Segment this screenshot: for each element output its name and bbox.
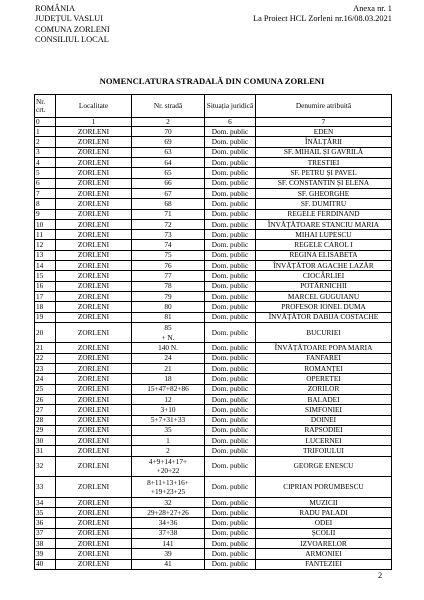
assigned-name: REGELE CAROL I xyxy=(256,240,392,250)
row-number: 3 xyxy=(35,147,56,157)
locality: ZORLENI xyxy=(56,384,132,394)
row-number: 32 xyxy=(35,456,56,477)
street-number: 64 xyxy=(132,158,205,168)
table-row xyxy=(35,230,392,240)
issuer-block xyxy=(35,4,110,46)
column-index: 0 xyxy=(35,118,56,127)
street-number: 78 xyxy=(132,281,205,291)
row-number: 40 xyxy=(35,559,56,569)
table-row xyxy=(35,343,392,353)
assigned-name: BALADEI xyxy=(256,394,392,404)
legal-status: Dom. public xyxy=(205,343,256,353)
legal-status: Dom. public xyxy=(205,219,256,229)
assigned-name: REGINA ELISABETA xyxy=(256,250,392,260)
table-row xyxy=(35,405,392,415)
table-row xyxy=(35,559,392,569)
table-row xyxy=(35,539,392,549)
legal-status: Dom. public xyxy=(205,312,256,322)
row-number: 1 xyxy=(35,127,56,137)
column-header: Denumire atribuită xyxy=(256,95,392,118)
column-header: Situația juridică xyxy=(205,95,256,118)
legal-status: Dom. public xyxy=(205,199,256,209)
table-row xyxy=(35,312,392,322)
street-number: 21 xyxy=(132,364,205,374)
table-row xyxy=(35,250,392,260)
street-number: 15+47+82+86 xyxy=(132,384,205,394)
table-row xyxy=(35,281,392,291)
row-number: 30 xyxy=(35,436,56,446)
legal-status: Dom. public xyxy=(205,394,256,404)
issuer-line: ROMÂNIA xyxy=(35,4,76,13)
locality: ZORLENI xyxy=(56,168,132,178)
row-number: 26 xyxy=(35,394,56,404)
table-row xyxy=(35,394,392,404)
assigned-name: TRIFOIULUI xyxy=(256,446,392,456)
legal-status: Dom. public xyxy=(205,168,256,178)
street-number: 81 xyxy=(132,312,205,322)
assigned-name: ZORILOR xyxy=(256,384,392,394)
locality: ZORLENI xyxy=(56,539,132,549)
table-row xyxy=(35,209,392,219)
assigned-name: IZVOARELOR xyxy=(256,539,392,549)
street-number: 65 xyxy=(132,168,205,178)
legal-status: Dom. public xyxy=(205,271,256,281)
column-index-row xyxy=(35,118,392,127)
street-number: 1 xyxy=(132,436,205,446)
assigned-name: OPERETEI xyxy=(256,374,392,384)
project-reference: La Proiect HCL Zorleni nr.16/08.03.2021 xyxy=(252,14,392,24)
street-number: 8+11+13+16+ +19+23+25 xyxy=(132,477,205,498)
street-number: 63 xyxy=(132,147,205,157)
assigned-name: SF. PETRU ȘI PAVEL xyxy=(256,168,392,178)
locality: ZORLENI xyxy=(56,281,132,291)
column-index: 7 xyxy=(256,118,392,127)
assigned-name: ROMANȚEI xyxy=(256,364,392,374)
table-row xyxy=(35,271,392,281)
column-header: Localitate xyxy=(56,95,132,118)
document-title: NOMENCLATURA STRADALĂ DIN COMUNA ZORLENI xyxy=(99,76,325,86)
street-number: 35 xyxy=(132,425,205,435)
legal-status: Dom. public xyxy=(205,539,256,549)
locality: ZORLENI xyxy=(56,343,132,353)
assigned-name: PROFESOR IONEL DUMA xyxy=(256,302,392,312)
legal-status: Dom. public xyxy=(205,240,256,250)
street-number: 72 xyxy=(132,219,205,229)
street-number: 76 xyxy=(132,261,205,271)
street-number: 34+36 xyxy=(132,518,205,528)
assigned-name: ÎNVĂȚĂTOARE STANCIU MARIA xyxy=(256,219,392,229)
table-row xyxy=(35,240,392,250)
table-row xyxy=(35,446,392,456)
table-row xyxy=(35,353,392,363)
legal-status: Dom. public xyxy=(205,497,256,507)
assigned-name: LUCERNEI xyxy=(256,436,392,446)
row-number: 22 xyxy=(35,353,56,363)
street-number: 39 xyxy=(132,549,205,559)
assigned-name: CIPRIAN PORUMBESCU xyxy=(256,477,392,498)
legal-status: Dom. public xyxy=(205,281,256,291)
legal-status: Dom. public xyxy=(205,528,256,538)
locality: ZORLENI xyxy=(56,209,132,219)
table-row xyxy=(35,158,392,168)
legal-status: Dom. public xyxy=(205,425,256,435)
table-row xyxy=(35,528,392,538)
legal-status: Dom. public xyxy=(205,405,256,415)
table-row xyxy=(35,168,392,178)
street-number: 77 xyxy=(132,271,205,281)
row-number: 8 xyxy=(35,199,56,209)
street-number: 75 xyxy=(132,250,205,260)
locality: ZORLENI xyxy=(56,446,132,456)
assigned-name: BUCURIEI xyxy=(256,322,392,343)
street-number: 4+9+14+17+ +20+22 xyxy=(132,456,205,477)
assigned-name: SF. DUMITRU xyxy=(256,199,392,209)
street-number: 74 xyxy=(132,240,205,250)
assigned-name: MIHAI LUPESCU xyxy=(256,230,392,240)
assigned-name: ÎNVĂȚĂTOARE POPA MARIA xyxy=(256,343,392,353)
legal-status: Dom. public xyxy=(205,250,256,260)
street-number: 70 xyxy=(132,127,205,137)
assigned-name: CIOCÂRLIEI xyxy=(256,271,392,281)
locality: ZORLENI xyxy=(56,394,132,404)
column-index: 6 xyxy=(205,118,256,127)
legal-status: Dom. public xyxy=(205,436,256,446)
issuer-line: COMUNA ZORLENI xyxy=(35,24,110,34)
locality: ZORLENI xyxy=(56,250,132,260)
row-number: 6 xyxy=(35,178,56,188)
table-row xyxy=(35,219,392,229)
street-number: 29+28+27+26 xyxy=(132,508,205,518)
row-number: 15 xyxy=(35,271,56,281)
assigned-name: POTÂRNICHII xyxy=(256,281,392,291)
assigned-name: SF. CONSTANTIN ȘI ELENA xyxy=(256,178,392,188)
assigned-name: TRESTIEI xyxy=(256,158,392,168)
locality: ZORLENI xyxy=(56,559,132,569)
street-number: 80 xyxy=(132,302,205,312)
legal-status: Dom. public xyxy=(205,178,256,188)
row-number: 5 xyxy=(35,168,56,178)
row-number: 38 xyxy=(35,539,56,549)
locality: ZORLENI xyxy=(56,261,132,271)
street-number: 73 xyxy=(132,230,205,240)
row-number: 23 xyxy=(35,364,56,374)
row-number: 28 xyxy=(35,415,56,425)
locality: ZORLENI xyxy=(56,353,132,363)
issuer-line: CONSILIUL LOCAL xyxy=(35,35,109,45)
table-row xyxy=(35,322,392,343)
table-body xyxy=(35,127,392,570)
locality: ZORLENI xyxy=(56,374,132,384)
legal-status: Dom. public xyxy=(205,364,256,374)
column-index: 1 xyxy=(56,118,132,127)
locality: ZORLENI xyxy=(56,528,132,538)
row-number: 17 xyxy=(35,291,56,301)
legal-status: Dom. public xyxy=(205,302,256,312)
column-header: Nr. stradă xyxy=(132,95,205,118)
locality: ZORLENI xyxy=(56,240,132,250)
legal-status: Dom. public xyxy=(205,353,256,363)
row-number: 7 xyxy=(35,188,56,198)
row-number: 2 xyxy=(35,137,56,147)
legal-status: Dom. public xyxy=(205,508,256,518)
assigned-name: REGELE FERDINAND xyxy=(256,209,392,219)
legal-status: Dom. public xyxy=(205,477,256,498)
row-number: 10 xyxy=(35,219,56,229)
table-row xyxy=(35,477,392,498)
row-number: 13 xyxy=(35,250,56,260)
locality: ZORLENI xyxy=(56,291,132,301)
locality: ZORLENI xyxy=(56,518,132,528)
legal-status: Dom. public xyxy=(205,415,256,425)
table-row xyxy=(35,188,392,198)
locality: ZORLENI xyxy=(56,188,132,198)
row-number: 20 xyxy=(35,322,56,343)
row-number: 31 xyxy=(35,446,56,456)
table-row xyxy=(35,374,392,384)
row-number: 39 xyxy=(35,549,56,559)
street-number: 66 xyxy=(132,178,205,188)
table-row xyxy=(35,549,392,559)
street-nomenclature-table xyxy=(34,94,392,570)
street-number: 68 xyxy=(132,199,205,209)
assigned-name: ÎNVĂȚĂTOR AGACHE LAZĂR xyxy=(256,261,392,271)
street-number: 3+10 xyxy=(132,405,205,415)
table-row xyxy=(35,291,392,301)
locality: ZORLENI xyxy=(56,158,132,168)
legal-status: Dom. public xyxy=(205,147,256,157)
street-number: 18 xyxy=(132,374,205,384)
legal-status: Dom. public xyxy=(205,446,256,456)
legal-status: Dom. public xyxy=(205,137,256,147)
assigned-name: DOINEI xyxy=(256,415,392,425)
locality: ZORLENI xyxy=(56,436,132,446)
row-number: 18 xyxy=(35,302,56,312)
legal-status: Dom. public xyxy=(205,291,256,301)
locality: ZORLENI xyxy=(56,405,132,415)
annex-reference xyxy=(224,4,392,25)
legal-status: Dom. public xyxy=(205,518,256,528)
street-number: 12 xyxy=(132,394,205,404)
assigned-name: SIMFONIEI xyxy=(256,405,392,415)
legal-status: Dom. public xyxy=(205,158,256,168)
table-row xyxy=(35,497,392,507)
locality: ZORLENI xyxy=(56,364,132,374)
issuer-line: JUDEȚUL VASLUI xyxy=(35,14,104,24)
row-number: 9 xyxy=(35,209,56,219)
legal-status: Dom. public xyxy=(205,209,256,219)
row-number: 16 xyxy=(35,281,56,291)
table-row xyxy=(35,364,392,374)
assigned-name: GEORGE ENESCU xyxy=(256,456,392,477)
row-number: 4 xyxy=(35,158,56,168)
street-number: 5+7+31+33 xyxy=(132,415,205,425)
locality: ZORLENI xyxy=(56,127,132,137)
legal-status: Dom. public xyxy=(205,322,256,343)
table-header-row xyxy=(35,95,392,118)
assigned-name: RAPSODIEI xyxy=(256,425,392,435)
locality: ZORLENI xyxy=(56,312,132,322)
locality: ZORLENI xyxy=(56,415,132,425)
row-number: 29 xyxy=(35,425,56,435)
table-row xyxy=(35,415,392,425)
locality: ZORLENI xyxy=(56,147,132,157)
row-number: 24 xyxy=(35,374,56,384)
legal-status: Dom. public xyxy=(205,188,256,198)
assigned-name: ODEI xyxy=(256,518,392,528)
row-number: 25 xyxy=(35,384,56,394)
legal-status: Dom. public xyxy=(205,261,256,271)
legal-status: Dom. public xyxy=(205,559,256,569)
street-number: 67 xyxy=(132,188,205,198)
locality: ZORLENI xyxy=(56,508,132,518)
row-number: 33 xyxy=(35,477,56,498)
table-row xyxy=(35,178,392,188)
row-number: 36 xyxy=(35,518,56,528)
table-row xyxy=(35,137,392,147)
legal-status: Dom. public xyxy=(205,230,256,240)
row-number: 14 xyxy=(35,261,56,271)
locality: ZORLENI xyxy=(56,425,132,435)
street-number: 79 xyxy=(132,291,205,301)
locality: ZORLENI xyxy=(56,549,132,559)
table-row xyxy=(35,436,392,446)
street-number: 71 xyxy=(132,209,205,219)
row-number: 34 xyxy=(35,497,56,507)
locality: ZORLENI xyxy=(56,322,132,343)
locality: ZORLENI xyxy=(56,199,132,209)
legal-status: Dom. public xyxy=(205,456,256,477)
table-row xyxy=(35,127,392,137)
assigned-name: SF. MIHAIL ȘI GAVRILĂ xyxy=(256,147,392,157)
street-number: 141 xyxy=(132,539,205,549)
table-row xyxy=(35,508,392,518)
locality: ZORLENI xyxy=(56,178,132,188)
legal-status: Dom. public xyxy=(205,384,256,394)
assigned-name: RADU PALADI xyxy=(256,508,392,518)
street-number: 41 xyxy=(132,559,205,569)
table-row xyxy=(35,456,392,477)
row-number: 35 xyxy=(35,508,56,518)
street-number: 2 xyxy=(132,446,205,456)
assigned-name: ARMONIEI xyxy=(256,549,392,559)
assigned-name: FANTEZIEI xyxy=(256,559,392,569)
annex-number: Anexa nr. 1 xyxy=(353,4,392,13)
row-number: 11 xyxy=(35,230,56,240)
locality: ZORLENI xyxy=(56,456,132,477)
legal-status: Dom. public xyxy=(205,549,256,559)
assigned-name: ÎNVĂȚĂTOR DABIJA COSTACHE xyxy=(256,312,392,322)
locality: ZORLENI xyxy=(56,497,132,507)
row-number: 27 xyxy=(35,405,56,415)
assigned-name: ȘCOLII xyxy=(256,528,392,538)
assigned-name: MUZICII xyxy=(256,497,392,507)
assigned-name: ÎNĂLȚĂRII xyxy=(256,137,392,147)
column-header: Nr. crt. xyxy=(35,95,56,118)
table-row xyxy=(35,384,392,394)
assigned-name: EDEN xyxy=(256,127,392,137)
row-number: 21 xyxy=(35,343,56,353)
page-number: 2 xyxy=(378,571,383,580)
table-row xyxy=(35,425,392,435)
legal-status: Dom. public xyxy=(205,374,256,384)
column-index: 2 xyxy=(132,118,205,127)
row-number: 37 xyxy=(35,528,56,538)
assigned-name: MARCEL GUGUIANU xyxy=(256,291,392,301)
street-number: 140 N. xyxy=(132,343,205,353)
table-row xyxy=(35,147,392,157)
table-row xyxy=(35,261,392,271)
assigned-name: SF. GHEORGHE xyxy=(256,188,392,198)
locality: ZORLENI xyxy=(56,219,132,229)
street-number: 37+38 xyxy=(132,528,205,538)
legal-status: Dom. public xyxy=(205,127,256,137)
street-number: 32 xyxy=(132,497,205,507)
locality: ZORLENI xyxy=(56,271,132,281)
street-number: 24 xyxy=(132,353,205,363)
street-number: 85 + N. xyxy=(132,322,205,343)
locality: ZORLENI xyxy=(56,302,132,312)
table-row xyxy=(35,302,392,312)
row-number: 19 xyxy=(35,312,56,322)
locality: ZORLENI xyxy=(56,230,132,240)
street-number: 69 xyxy=(132,137,205,147)
assigned-name: FANFAREI xyxy=(256,353,392,363)
table-row xyxy=(35,518,392,528)
locality: ZORLENI xyxy=(56,477,132,498)
row-number: 12 xyxy=(35,240,56,250)
locality: ZORLENI xyxy=(56,137,132,147)
table-row xyxy=(35,199,392,209)
